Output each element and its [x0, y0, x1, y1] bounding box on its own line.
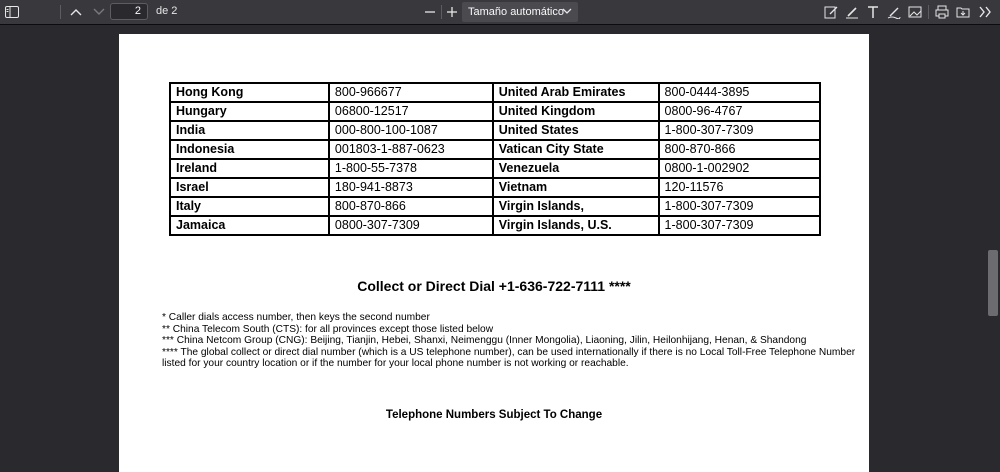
country-cell: United States: [493, 121, 659, 140]
country-cell: Vatican City State: [493, 140, 659, 159]
phone-cell: 0800-307-7309: [329, 216, 493, 235]
scrollbar-track[interactable]: [986, 25, 1000, 472]
table-row: [170, 216, 820, 235]
phone-cell: 1-800-307-7309: [659, 121, 820, 140]
previous-page-button[interactable]: [66, 0, 86, 24]
footnote-line: *** China Netcom Group (CNG): Beijing, Tianjin, Hebei, Shanxi, Neimenggu (Inner Mongolia), Liaoning, Jilin, Heilonhijang, Henan, & Shandong: [162, 335, 807, 346]
phone-cell: 800-870-866: [329, 197, 493, 216]
phone-cell: 800-870-866: [659, 140, 820, 159]
toolbar-separator: [441, 5, 442, 19]
country-cell: Israel: [170, 178, 329, 197]
country-cell: Ireland: [170, 159, 329, 178]
next-page-button[interactable]: [89, 0, 109, 24]
zoom-select-label: Tamaño automático: [468, 6, 564, 18]
phone-cell: 120-11576: [659, 178, 820, 197]
minus-icon: [424, 6, 436, 18]
more-icon[interactable]: [975, 0, 995, 24]
table-row: [170, 102, 820, 121]
pdf-toolbar: [0, 0, 1000, 25]
pdf-page: [119, 34, 869, 472]
toolbar-separator: [60, 5, 61, 19]
country-cell: Venezuela: [493, 159, 659, 178]
phone-cell: 0800-1-002902: [659, 159, 820, 178]
footnote-line: **** The global collect or direct dial number (which is a US telephone number), can be used internationally if there is no Local Toll-Free Telephone Number: [162, 346, 856, 358]
country-cell: Hong Kong: [170, 83, 329, 102]
text-icon[interactable]: [864, 0, 882, 24]
phone-numbers-table: [169, 82, 821, 236]
country-cell: Virgin Islands,: [493, 197, 659, 216]
country-cell: Hungary: [170, 102, 329, 121]
table-row: [170, 197, 820, 216]
page-number-input[interactable]: 2: [110, 3, 148, 20]
phone-cell: 1-800-55-7378: [329, 159, 493, 178]
print-icon[interactable]: [933, 0, 951, 24]
chevron-down-icon: [93, 8, 105, 16]
footnote-line: listed for your country location or if the number for your local phone number is not working or reachable.: [162, 358, 629, 369]
zoom-out-button[interactable]: [421, 0, 439, 24]
phone-cell: 800-966677: [329, 83, 493, 102]
subject-to-change-heading: Telephone Numbers Subject To Change: [385, 409, 603, 421]
zoom-select[interactable]: [462, 2, 578, 22]
table-row: [170, 121, 820, 140]
zoom-in-button[interactable]: [443, 0, 461, 24]
country-cell: Jamaica: [170, 216, 329, 235]
phone-cell: 800-0444-3895: [659, 83, 820, 102]
country-cell: Vietnam: [493, 178, 659, 197]
image-icon[interactable]: [906, 0, 924, 24]
phone-cell: 180-941-8873: [329, 178, 493, 197]
table-row: [170, 83, 820, 102]
table-row: [170, 159, 820, 178]
draw-icon[interactable]: [885, 0, 903, 24]
country-cell: Indonesia: [170, 140, 329, 159]
phone-cell: 06800-12517: [329, 102, 493, 121]
phone-cell: 000-800-100-1087: [329, 121, 493, 140]
country-cell: India: [170, 121, 329, 140]
country-cell: Italy: [170, 197, 329, 216]
collect-dial-heading: Collect or Direct Dial +1-636-722-7111 ****: [357, 278, 631, 294]
country-cell: Virgin Islands, U.S.: [493, 216, 659, 235]
country-cell: United Arab Emirates: [493, 83, 659, 102]
footnote-line: ** China Telecom South (CTS): for all provinces except those listed below: [162, 323, 494, 335]
save-icon[interactable]: [954, 0, 972, 24]
phone-cell: 0800-96-4767: [659, 102, 820, 121]
plus-icon: [446, 6, 458, 18]
page-count-label: de 2: [156, 5, 178, 17]
toolbar-separator: [928, 5, 929, 19]
footnotes: [162, 312, 856, 370]
highlight-icon[interactable]: [843, 0, 861, 24]
chevron-up-icon: [70, 8, 82, 16]
edit-icon[interactable]: [822, 0, 840, 24]
sidebar-toggle-icon[interactable]: [2, 0, 22, 24]
footnote-line: * Caller dials access number, then keys the second number: [162, 312, 430, 323]
phone-cell: 001803-1-887-0623: [329, 140, 493, 159]
scrollbar-thumb[interactable]: [988, 250, 998, 316]
phone-cell: 1-800-307-7309: [659, 216, 820, 235]
table-row: [170, 140, 820, 159]
chevron-down-icon: [562, 6, 572, 16]
phone-cell: 1-800-307-7309: [659, 197, 820, 216]
table-row: [170, 178, 820, 197]
country-cell: United Kingdom: [493, 102, 659, 121]
